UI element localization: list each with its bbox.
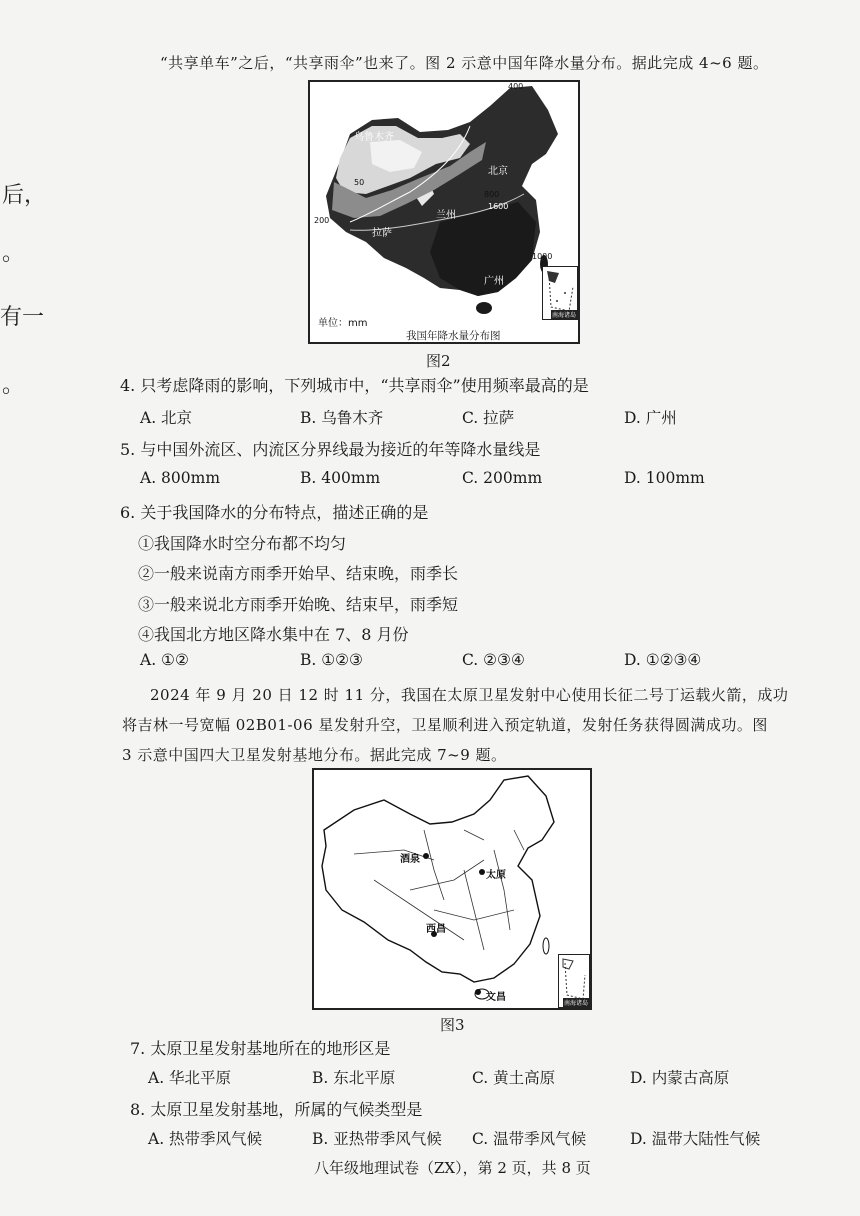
question-8-option-d[interactable]: D. 温带大陆性气候 [630,1130,761,1148]
question-6-option-c[interactable]: C. ②③④ [462,651,525,669]
page-footer: 八年级地理试卷（ZX），第 2 页，共 8 页 [314,1159,591,1177]
isoline-label: 1000 [532,252,553,261]
isoline-label: 400 [508,82,524,91]
question-7-option-b[interactable]: B. 东北平原 [312,1069,396,1087]
map-inner-title: 我国年降水量分布图 [406,330,501,342]
margin-fragment: 。 [2,373,25,398]
base-marker-wenchang [475,989,481,995]
city-label-beijing: 北京 [488,166,508,177]
city-label-guangzhou: 广州 [484,276,504,287]
margin-fragment: 有一 [0,305,45,330]
question-4-option-a[interactable]: A. 北京 [140,409,193,427]
question-6-statement: ④我国北方地区降水集中在 7、8 月份 [138,625,409,644]
unit-label: 单位：mm [318,318,368,329]
launch-base-map-graphic [314,770,590,1008]
question-5-stem: 5. 与中国外流区、内流区分界线最为接近的年等降水量线是 [120,440,541,459]
margin-fragment: 后， [2,183,47,208]
base-label-xichang: 西昌 [426,924,446,935]
question-8-option-a[interactable]: A. 热带季风气候 [148,1130,263,1148]
base-label-taiyuan: 太原 [486,870,506,881]
question-5-option-c[interactable]: C. 200mm [462,469,543,487]
question-8-stem: 8. 太原卫星发射基地，所属的气候类型是 [130,1100,423,1119]
precipitation-map [308,80,580,344]
inset-label: 南海诸岛 [563,1000,588,1007]
city-label-lanzhou: 兰州 [436,210,456,221]
question-4-option-b[interactable]: B. 乌鲁木齐 [300,409,384,427]
margin-fragment: 。 [2,241,25,266]
figure3-caption: 图3 [440,1016,465,1034]
inset-label: 南海诸岛 [551,312,576,319]
question-6-statement: ②一般来说南方雨季开始早、结束晚，雨季长 [138,564,459,583]
question-6-statement: ③一般来说北方雨季开始晚、结束早，雨季短 [138,595,459,614]
isoline-label: 50 [354,178,365,187]
question-5-option-b[interactable]: B. 400mm [300,469,381,487]
figure2-caption: 图2 [426,352,451,370]
base-label-jiuquan: 酒泉 [400,854,420,865]
hainan-island [476,302,492,314]
section1-intro: “共享单车”之后，“共享雨伞”也来了。图 2 示意中国年降水量分布。据此完成 4~6 题。 [160,54,769,72]
question-6-option-a[interactable]: A. ①② [140,651,189,669]
base-label-wenchang: 文昌 [486,992,506,1003]
question-5-option-d[interactable]: D. 100mm [624,469,705,487]
question-6-option-b[interactable]: B. ①②③ [300,651,363,669]
question-6-statement: ①我国降水时空分布都不均匀 [138,534,347,553]
question-7-option-d[interactable]: D. 内蒙古高原 [630,1069,730,1087]
south-china-sea-inset [542,266,578,320]
question-7-option-a[interactable]: A. 华北平原 [148,1069,232,1087]
base-marker-jiuquan [423,853,429,859]
base-marker-taiyuan [479,869,485,875]
question-6-option-d[interactable]: D. ①②③④ [624,651,702,669]
question-5-option-a[interactable]: A. 800mm [140,469,221,487]
section2-intro-line: 2024 年 9 月 20 日 12 时 11 分，我国在太原卫星发射中心使用长征二号丁运载火箭，成功 [150,686,789,704]
city-label-lhasa: 拉萨 [372,228,392,239]
city-label-urumqi: 乌鲁木齐 [354,132,394,143]
section2-intro-line: 3 示意中国四大卫星发射基地分布。据此完成 7~9 题。 [122,746,507,764]
question-8-option-b[interactable]: B. 亚热带季风气候 [312,1130,442,1148]
question-6-stem: 6. 关于我国降水的分布特点，描述正确的是 [120,503,429,522]
question-4-option-d[interactable]: D. 广州 [624,409,677,427]
launch-base-map [312,768,592,1010]
isoline-label: 1600 [488,202,509,211]
question-4-option-c[interactable]: C. 拉萨 [462,409,515,427]
question-8-option-c[interactable]: C. 温带季风气候 [472,1130,587,1148]
isoline-label: 200 [314,216,330,225]
south-china-sea-inset [558,954,590,1008]
question-7-stem: 7. 太原卫星发射基地所在的地形区是 [130,1039,391,1058]
section2-intro-line: 将吉林一号宽幅 02B01-06 星发射升空，卫星顺利进入预定轨道，发射任务获得圆满成功。图 [122,716,768,734]
question-7-option-c[interactable]: C. 黄土高原 [472,1069,556,1087]
question-4-stem: 4. 只考虑降雨的影响，下列城市中，“共享雨伞”使用频率最高的是 [120,376,589,395]
isoline-label: 800 [484,190,500,199]
